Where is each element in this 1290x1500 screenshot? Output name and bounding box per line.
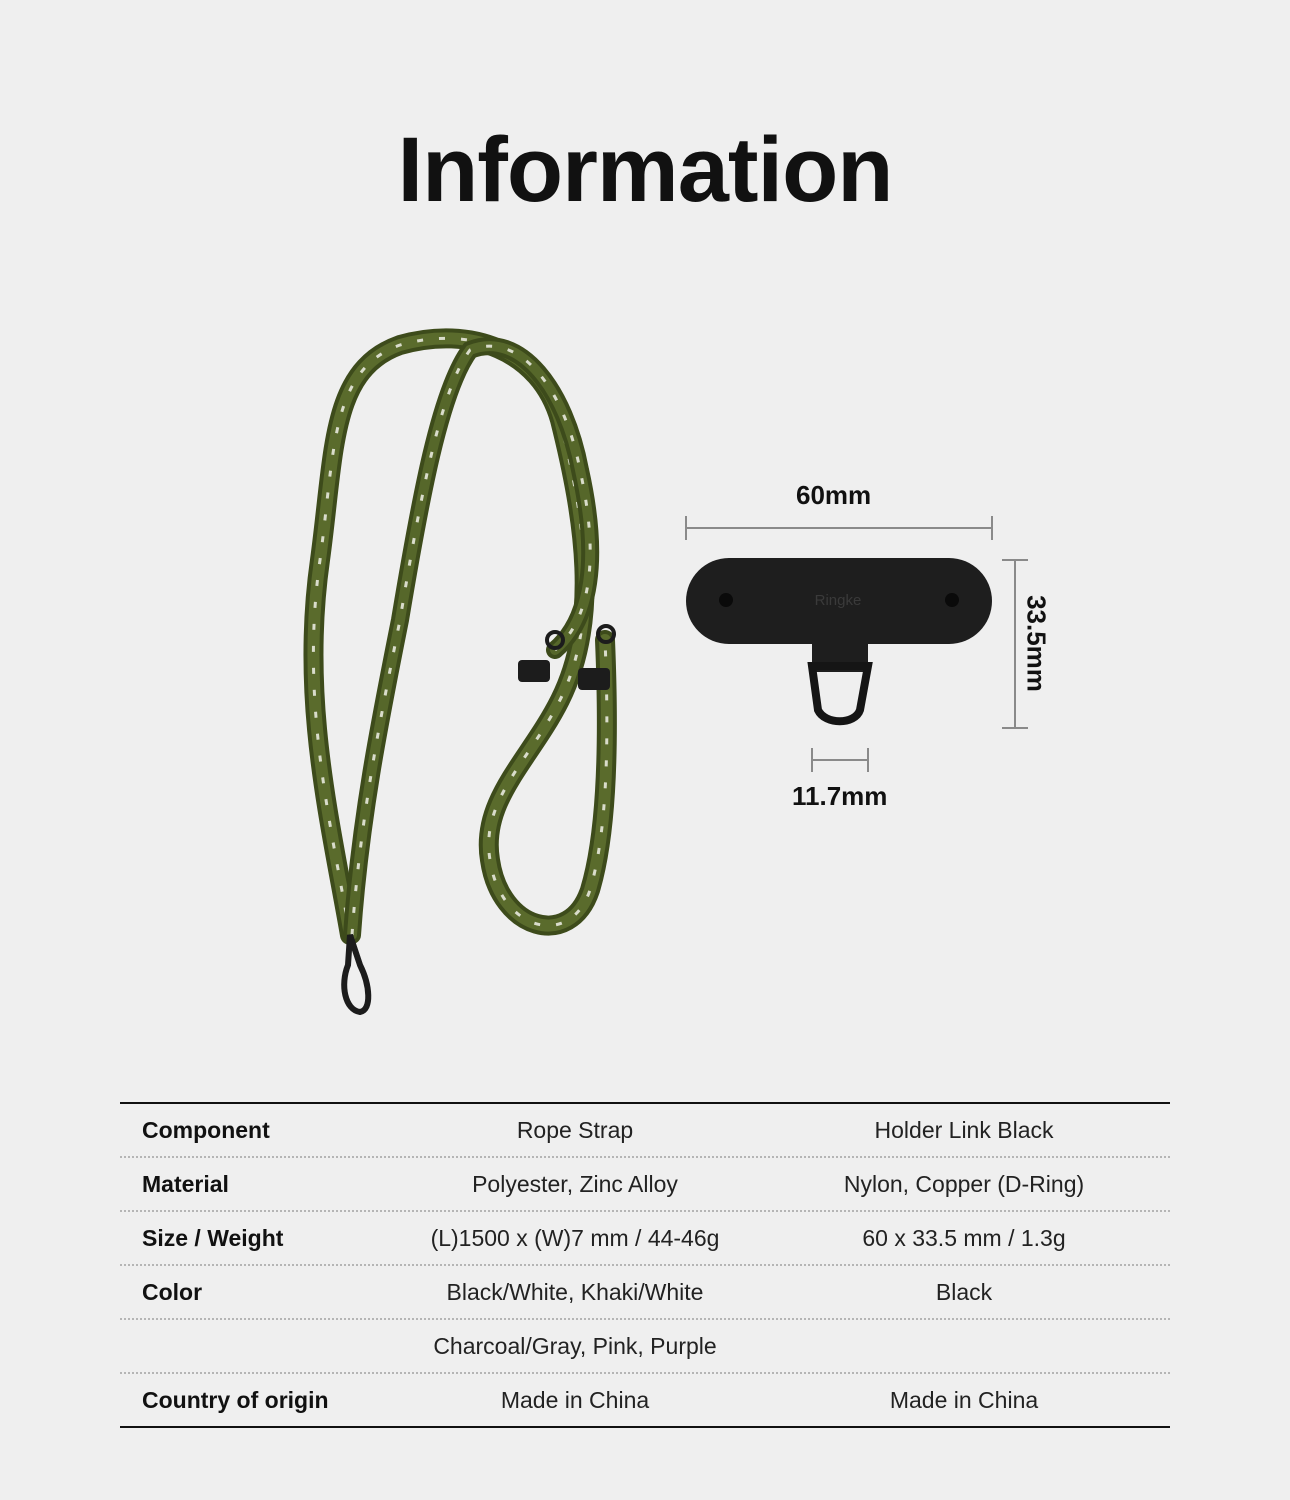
page-title: Information — [397, 119, 893, 221]
row-label: Component — [142, 1116, 270, 1143]
height-dimension-label: 33.5mm — [1021, 595, 1052, 692]
rope-strap-value: Charcoal/Gray, Pink, Purple — [433, 1332, 717, 1359]
width-dimension-label: 60mm — [796, 480, 872, 510]
rope-strap-value: Made in China — [500, 1386, 650, 1413]
table-row — [120, 1158, 1170, 1212]
ring-width-dimension-label: 11.7mm — [792, 781, 888, 811]
spec-table — [120, 1102, 1170, 1428]
holder-link-value: Made in China — [889, 1386, 1039, 1413]
holder-link-value: Nylon, Copper (D-Ring) — [843, 1170, 1085, 1197]
table-row — [120, 1212, 1170, 1266]
rope-strap-value: Black/White, Khaki/White — [446, 1278, 704, 1305]
table-row — [120, 1266, 1170, 1320]
row-label: Material — [142, 1170, 229, 1197]
row-label: Color — [142, 1278, 203, 1305]
rope-strap-value: (L)1500 x (W)7 mm / 44-46g — [430, 1224, 720, 1251]
table-row — [120, 1320, 1170, 1374]
rope-strap-value: Polyester, Zinc Alloy — [472, 1170, 678, 1197]
holder-link-value: Holder Link Black — [874, 1116, 1054, 1143]
table-row — [120, 1374, 1170, 1426]
row-label: Size / Weight — [142, 1224, 284, 1251]
holder-brand-mark: Ringke — [814, 592, 862, 609]
holder-link-value: 60 x 33.5 mm / 1.3g — [862, 1224, 1066, 1251]
table-row — [120, 1104, 1170, 1158]
rope-strap-image — [313, 338, 614, 1012]
rope-strap-value: Rope Strap — [516, 1116, 634, 1143]
row-label: Country of origin — [142, 1386, 329, 1413]
holder-link-image — [686, 558, 992, 721]
holder-link-value: Black — [935, 1278, 993, 1305]
